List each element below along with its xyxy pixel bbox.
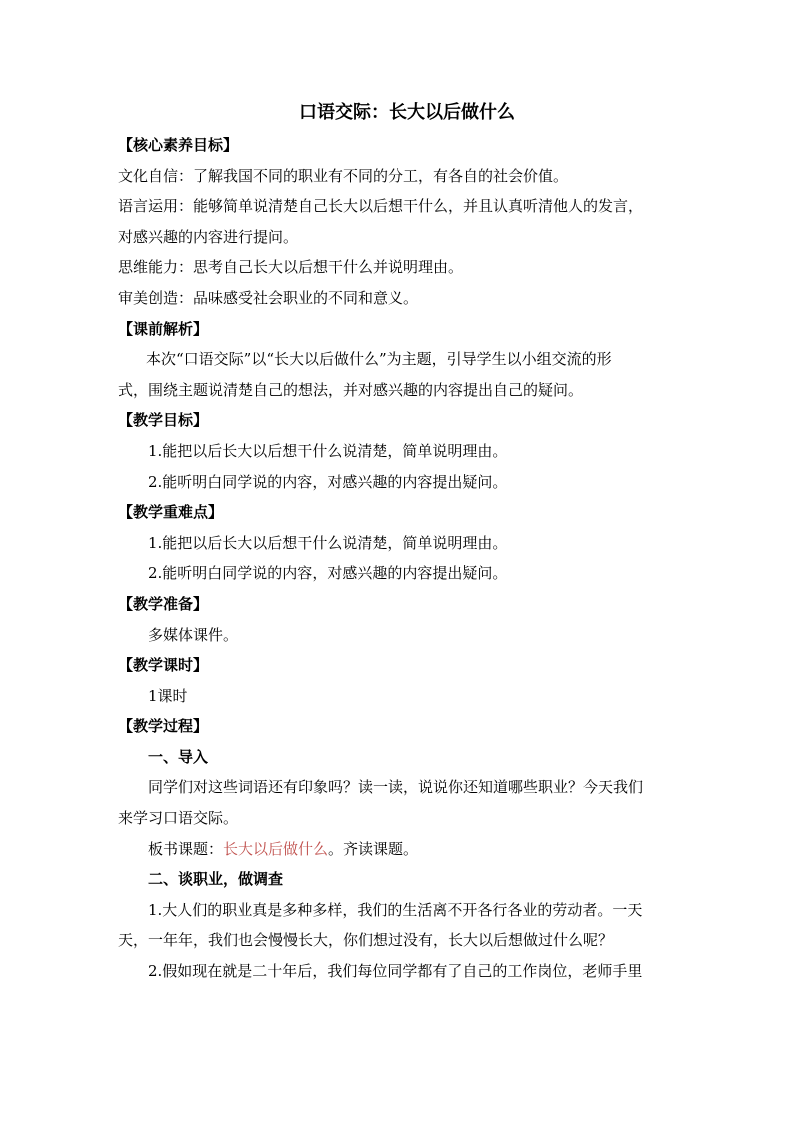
goal-language-line-1: 语言运用：能够简单说清楚自己长大以后想干什么，并且认真听清他人的发言， [118, 197, 644, 216]
teaching-goal-1: 1.能把以后长大以后想干什么说清楚，简单说明理由。 [148, 441, 508, 460]
heading-key-points: 【教学重难点】 [118, 503, 224, 522]
document-page [118, 100, 696, 987]
teaching-goal-2: 2.能听明白同学说的内容，对感兴趣的内容提出疑问。 [148, 472, 508, 491]
heading-teaching-goals: 【教学目标】 [118, 411, 209, 430]
key-point-1: 1.能把以后长大以后想干什么说清楚，简单说明理由。 [148, 533, 508, 552]
process-step-2-item-1-line-2: 天，一年年，我们也会慢慢长大，你们想过没有，长大以后想做过什么呢？ [118, 931, 614, 950]
board-topic-line [118, 834, 696, 865]
process-step-2-item-1-line-1: 1.大人们的职业真是多种多样，我们的生活离不开各行各业的劳动者。一天 [148, 900, 643, 919]
board-topic-suffix: 。齐读课题。 [328, 839, 419, 858]
heading-preparation: 【教学准备】 [118, 594, 209, 613]
process-step-2-item-2-line-1: 2.假如现在就是二十年后，我们每位同学都有了自己的工作岗位，老师手里 [148, 962, 643, 981]
goal-thinking: 思维能力：思考自己长大以后想干什么并说明理由。 [118, 258, 464, 277]
preparation-text: 多媒体课件。 [148, 625, 239, 644]
process-step-1-para-line-2: 来学习口语交际。 [118, 809, 239, 828]
board-topic-highlight: 长大以后做什么 [223, 839, 329, 858]
board-topic-prefix: 板书课题： [148, 839, 224, 858]
goal-language-line-2: 对感兴趣的内容进行提问。 [118, 227, 299, 246]
hours-text: 1课时 [148, 686, 188, 705]
goal-culture: 文化自信：了解我国不同的职业有不同的分工，有各自的社会价值。 [118, 166, 569, 185]
process-step-1-title: 一、导入 [148, 747, 209, 766]
process-step-1-para-line-1: 同学们对这些词语还有印象吗？读一读，说说你还知道哪些职业？今天我们 [148, 778, 644, 797]
heading-process: 【教学过程】 [118, 717, 209, 736]
process-step-2-title: 二、谈职业，做调查 [148, 870, 284, 889]
heading-analysis: 【课前解析】 [118, 319, 209, 338]
heading-core-goals: 【核心素养目标】 [118, 136, 239, 154]
goal-aesthetic: 审美创造：品味感受社会职业的不同和意义。 [118, 288, 419, 307]
analysis-line-1: 本次“口语交际”以“长大以后做什么”为主题，引导学生以小组交流的形 [146, 350, 612, 369]
document-title: 口语交际：长大以后做什么 [299, 102, 515, 123]
key-point-2: 2.能听明白同学说的内容，对感兴趣的内容提出疑问。 [148, 564, 508, 583]
heading-hours: 【教学课时】 [118, 656, 209, 675]
analysis-line-2: 式，围绕主题说清楚自己的想法，并对感兴趣的内容提出自己的疑问。 [118, 380, 584, 399]
